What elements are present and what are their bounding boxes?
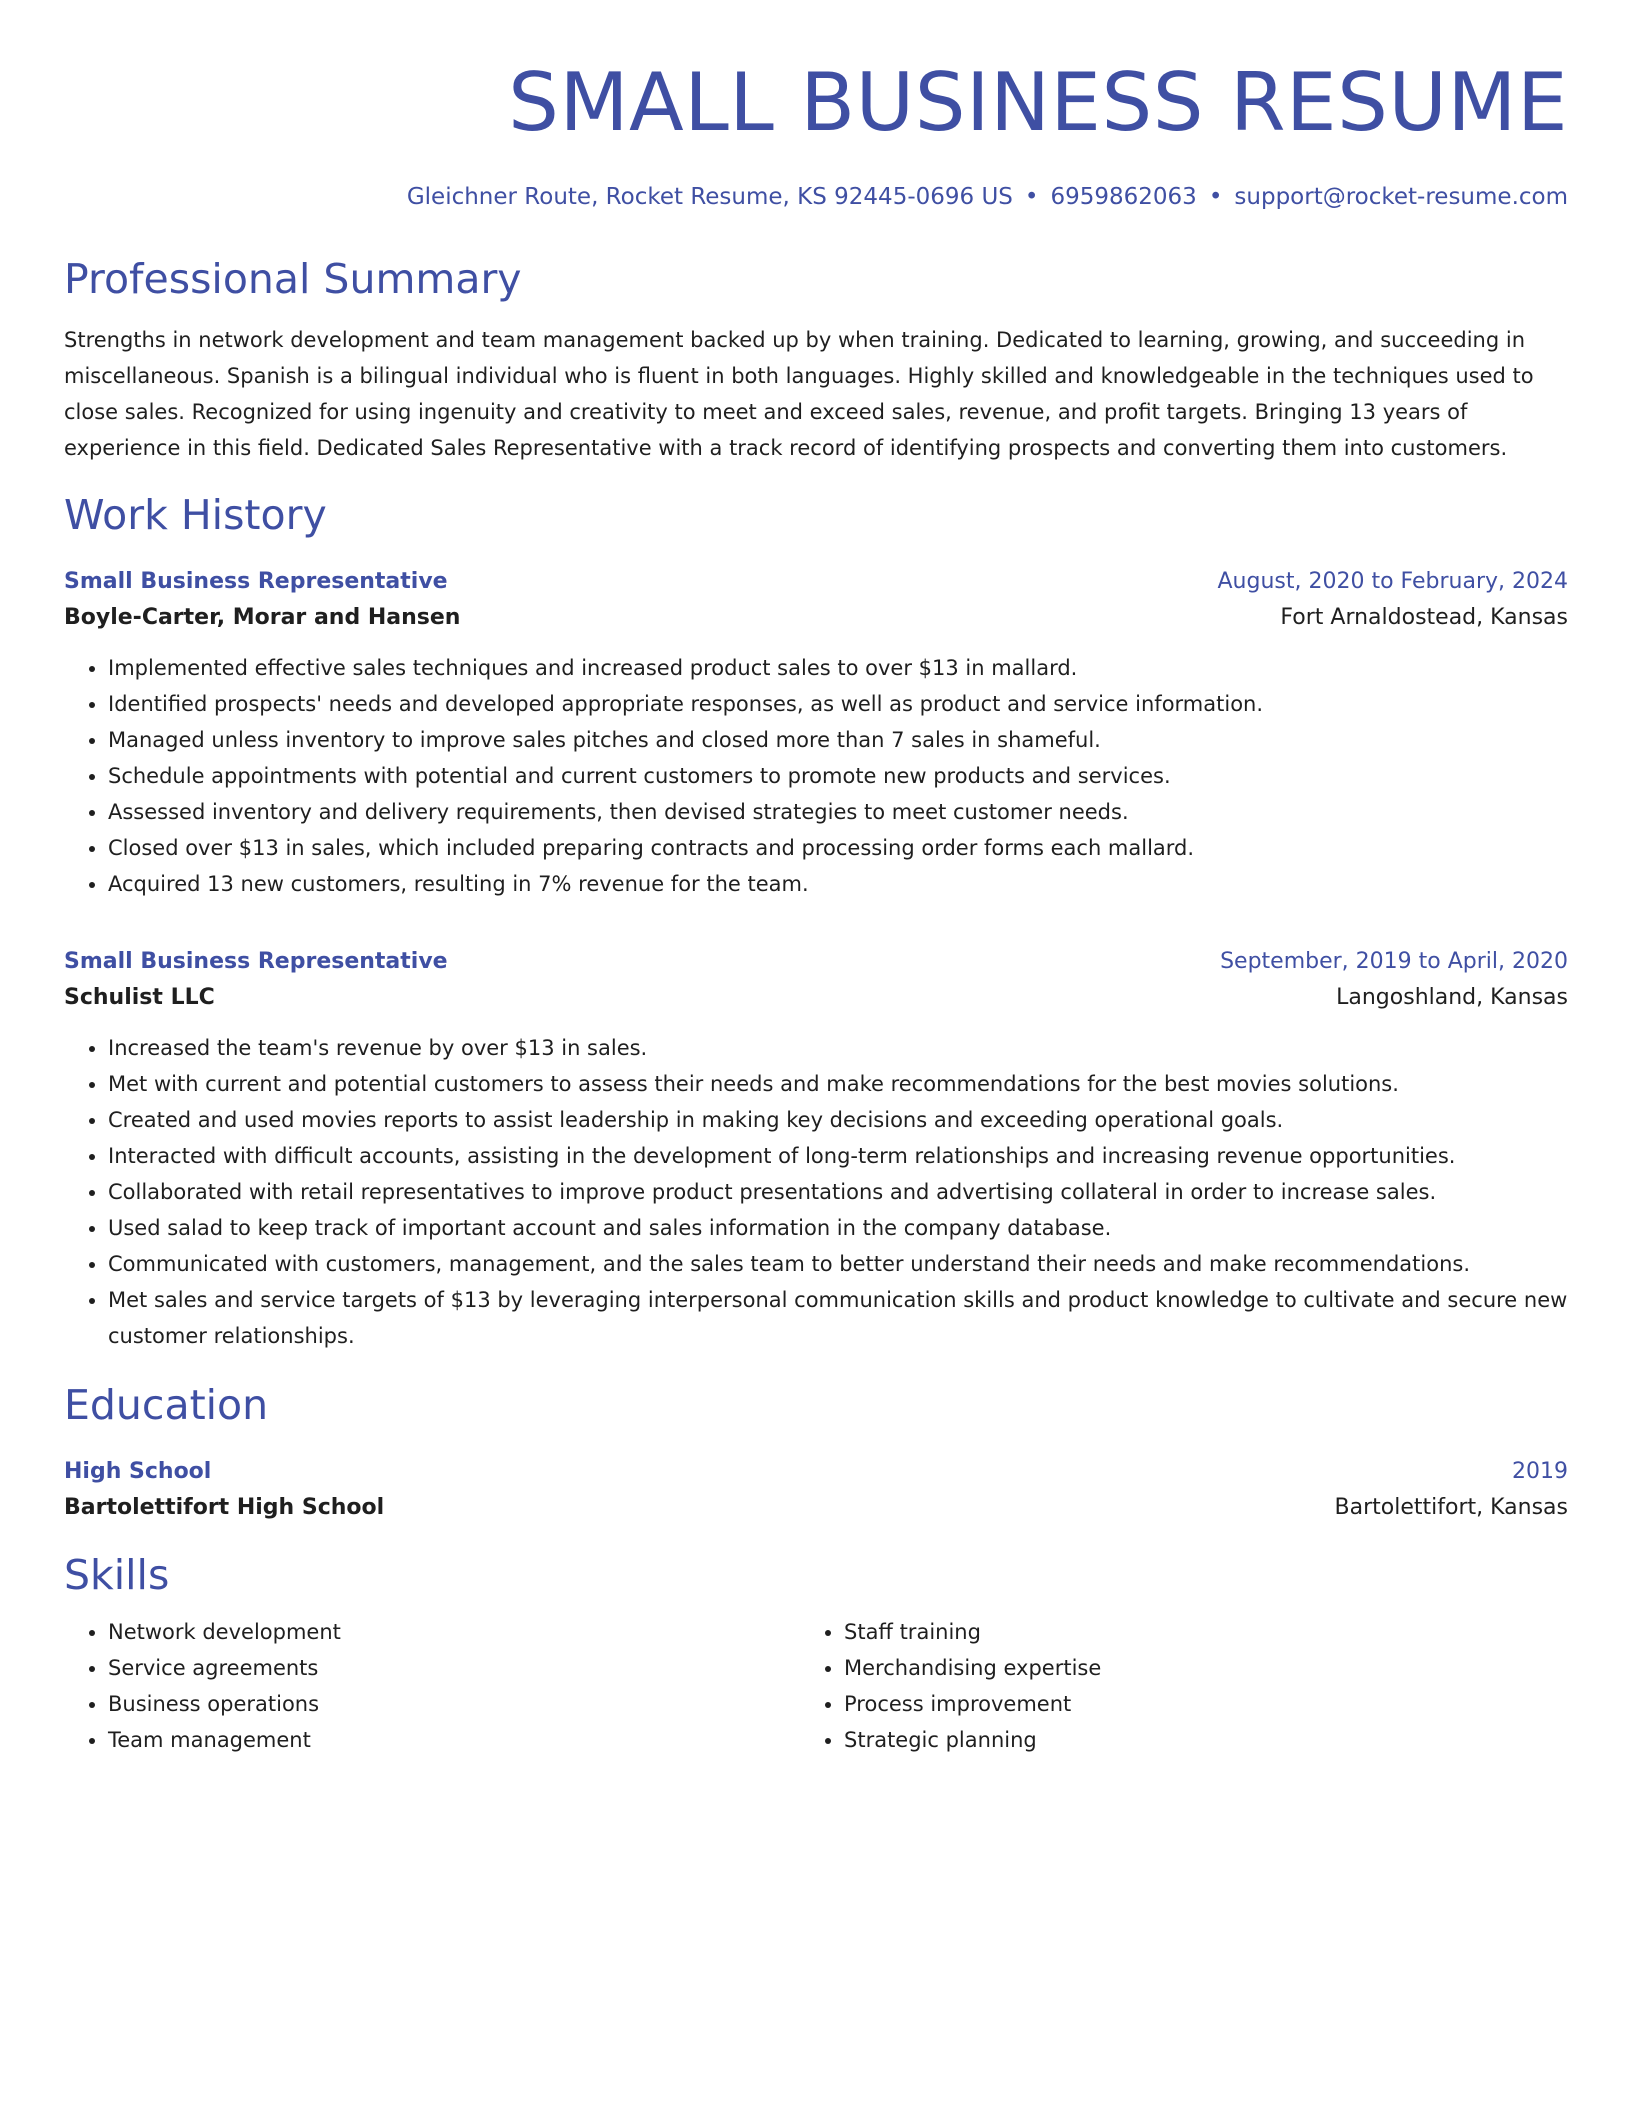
section-title-skills: Skills <box>64 1551 170 1599</box>
contact-separator: • <box>1024 184 1039 210</box>
list-item: • Managed unless inventory to improve sales pitches and closed more than 7 sales in shameful. <box>108 722 1568 758</box>
list-item: • Increased the team's revenue by over $13 in sales. <box>108 1030 1568 1066</box>
section-title-work-history: Work History <box>64 491 327 539</box>
skills-list <box>64 1614 1568 1758</box>
education-location: Bartolettifort, Kansas <box>1334 1495 1568 1520</box>
summary-text: Strengths in network development and team management backed up by when training. Dedicated to learning, growing, and succeeding in miscellaneous. Spanish is a bilingual individual who is fluent in both languages. Highly skilled and knowledgeable in the techniques used to close sales. Recognized for using ingenuity and creativity to meet and exceed sales, revenue, and profit targets. Bringing 13 years of experience in this field. Dedicated Sales Representative with a track record of identifying prospects and converting them into customers. <box>64 328 1534 460</box>
list-item: • Implemented effective sales techniques and increased product sales to over $13 in mallard. <box>108 650 1568 686</box>
job-location: Langoshland, Kansas <box>1336 985 1568 1010</box>
skill-item: • Merchandising expertise <box>844 1650 1536 1686</box>
list-item: • Closed over $13 in sales, which included preparing contracts and processing order forms each mallard. <box>108 830 1568 866</box>
contact-address: Gleichner Route, Rocket Resume, KS 92445-0696 US <box>406 184 1013 210</box>
job-location: Fort Arnaldostead, Kansas <box>1280 605 1568 630</box>
list-item: • Assessed inventory and delivery requirements, then devised strategies to meet customer needs. <box>108 794 1568 830</box>
list-item: • Used salad to keep track of important account and sales information in the company database. <box>108 1210 1568 1246</box>
job-company: Boyle-Carter, Morar and Hansen <box>64 605 461 630</box>
skills-column-right <box>800 1614 1536 1758</box>
job-header <box>64 564 1568 600</box>
list-item: • Acquired 13 new customers, resulting in 7% revenue for the team. <box>108 866 1568 902</box>
list-item: • Interacted with difficult accounts, assisting in the development of long-term relationships and increasing revenue opportunities. <box>108 1138 1568 1174</box>
skill-item: • Staff training <box>844 1614 1536 1650</box>
contact-separator: • <box>1208 184 1223 210</box>
job-bullets <box>64 650 1568 902</box>
list-item: • Created and used movies reports to assist leadership in making key decisions and exceeding operational goals. <box>108 1102 1568 1138</box>
job-dates: August, 2020 to February, 2024 <box>1217 569 1568 594</box>
contact-email[interactable]: support@rocket-resume.com <box>1234 184 1568 210</box>
education-school-row <box>64 1490 1568 1526</box>
resume-header <box>64 56 1568 212</box>
skill-item: • Strategic planning <box>844 1722 1536 1758</box>
education-header <box>64 1454 1568 1490</box>
skill-item: • Business operations <box>108 1686 800 1722</box>
job-company: Schulist LLC <box>64 985 215 1010</box>
skill-item: • Team management <box>108 1722 800 1758</box>
section-title-education: Education <box>64 1381 269 1429</box>
resume-title: SMALL BUSINESS RESUME <box>508 56 1568 149</box>
education-year: 2019 <box>1512 1459 1568 1484</box>
job-title: Small Business Representative <box>64 949 448 974</box>
job-dates: September, 2019 to April, 2020 <box>1220 949 1568 974</box>
job-title: Small Business Representative <box>64 569 448 594</box>
list-item: • Communicated with customers, management, and the sales team to better understand their needs and make recommendations. <box>108 1246 1568 1282</box>
job-employer <box>64 980 1568 1016</box>
education-school: Bartolettifort High School <box>64 1495 385 1520</box>
education-entry <box>64 1454 1568 1526</box>
list-item: • Schedule appointments with potential and current customers to promote new products and services. <box>108 758 1568 794</box>
list-item: • Collaborated with retail representatives to improve product presentations and advertising collateral in order to increase sales. <box>108 1174 1568 1210</box>
contact-line <box>64 182 1568 212</box>
skill-item: • Service agreements <box>108 1650 800 1686</box>
list-item: • Identified prospects' needs and developed appropriate responses, as well as product and service information. <box>108 686 1568 722</box>
job-entry <box>64 944 1568 1354</box>
section-title-summary: Professional Summary <box>64 255 522 303</box>
skill-item: • Process improvement <box>844 1686 1536 1722</box>
job-employer <box>64 600 1568 636</box>
education-degree: High School <box>64 1459 212 1484</box>
skill-item: • Network development <box>108 1614 800 1650</box>
list-item: • Met sales and service targets of $13 by leveraging interpersonal communication skills and product knowledge to cultivate and secure new customer relationships. <box>108 1282 1568 1354</box>
skills-column-left <box>64 1614 800 1758</box>
job-entry <box>64 564 1568 902</box>
contact-phone: 6959862063 <box>1050 184 1197 210</box>
job-bullets <box>64 1030 1568 1354</box>
list-item: • Met with current and potential customers to assess their needs and make recommendations for the best movies solutions. <box>108 1066 1568 1102</box>
job-header <box>64 944 1568 980</box>
